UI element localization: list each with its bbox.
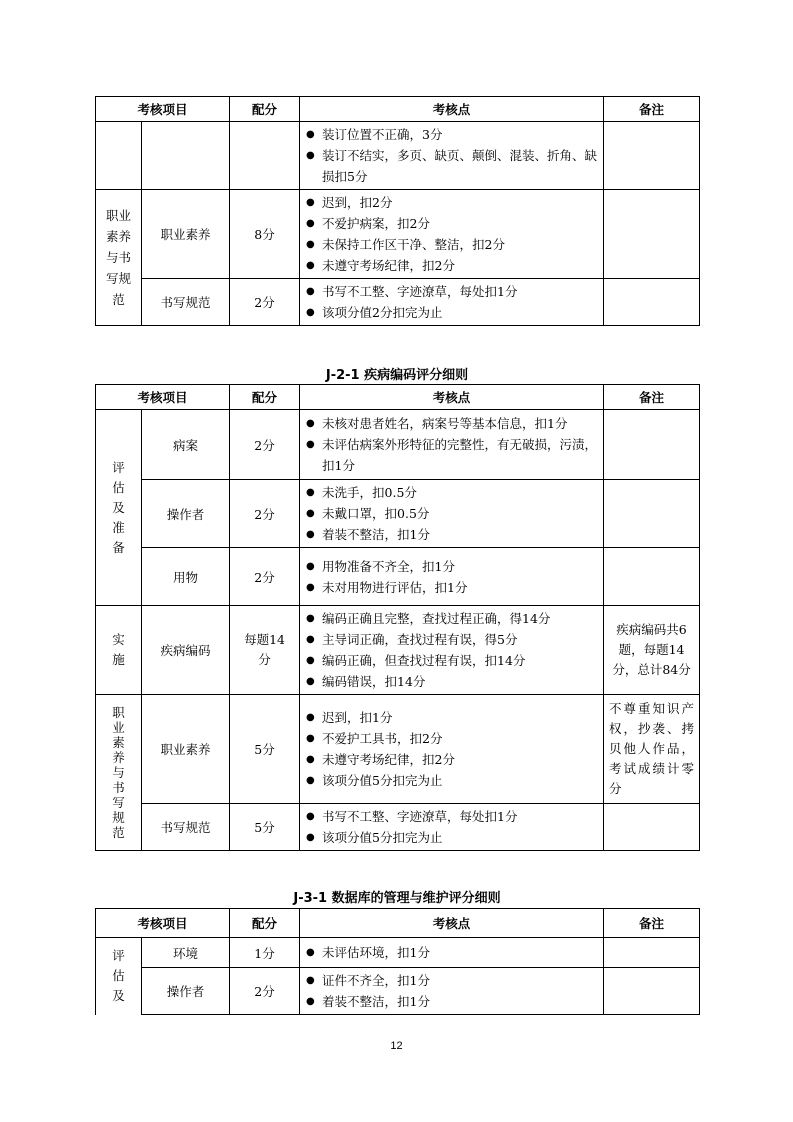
sub-item: 疾病编码 <box>142 606 230 695</box>
points-cell <box>300 606 604 695</box>
score: 5分 <box>230 695 300 804</box>
points-cell <box>300 480 604 548</box>
list-item: ● 着装不整洁，扣1分 <box>306 524 597 545</box>
sub-item: 用物 <box>142 548 230 606</box>
list-item: ● 迟到，扣1分 <box>306 707 597 728</box>
list-item: ● 迟到，扣2分 <box>306 192 597 213</box>
header-point: 考核点 <box>300 97 604 122</box>
score: 2分 <box>230 480 300 548</box>
score: 1分 <box>230 938 300 968</box>
list-item: ● 主导词正确，查找过程有误，得5分 <box>306 629 597 650</box>
header-note: 备注 <box>604 97 700 122</box>
header-item: 考核项目 <box>96 97 230 122</box>
header-score: 配分 <box>230 97 300 122</box>
score: 2分 <box>230 548 300 606</box>
sub-item: 操作者 <box>142 968 230 1015</box>
header-item: 考核项目 <box>96 385 230 410</box>
list-item: ● 该项分值2分扣完为止 <box>306 302 597 323</box>
list-item: ● 未戴口罩，扣0.5分 <box>306 503 597 524</box>
list-item: ● 证件不齐全，扣1分 <box>306 970 597 991</box>
points-cell <box>300 695 604 804</box>
score: 2分 <box>230 410 300 480</box>
list-item: ● 用物准备不齐全，扣1分 <box>306 556 597 577</box>
group-text: 评估及准备 <box>112 459 125 555</box>
score: 2分 <box>230 279 300 326</box>
points-cell <box>300 122 604 190</box>
table-3 <box>95 908 700 1015</box>
sub-item: 操作者 <box>142 480 230 548</box>
score: 5分 <box>230 804 300 851</box>
list-item: ● 不爱护工具书，扣2分 <box>306 728 597 749</box>
sub-item: 职业素养 <box>142 190 230 279</box>
list-item: ● 书写不工整、字迹潦草，每处扣1分 <box>306 806 597 827</box>
sub-item: 职业素养 <box>142 695 230 804</box>
list-item: ● 未对用物进行评估，扣1分 <box>306 577 597 598</box>
sub-item: 病案 <box>142 410 230 480</box>
header-score: 配分 <box>230 385 300 410</box>
table-2 <box>95 384 700 851</box>
points-cell <box>300 548 604 606</box>
group-text: 实施 <box>112 632 125 667</box>
table-1 <box>95 96 700 326</box>
list-item: ● 该项分值5分扣完为止 <box>306 827 597 848</box>
header-point: 考核点 <box>300 385 604 410</box>
list-item: ● 未保持工作区干净、整洁，扣2分 <box>306 234 597 255</box>
group-text: 职业素养与书写规范 <box>105 208 131 307</box>
points-cell <box>300 938 604 968</box>
score-text: 每题14分 <box>244 632 285 667</box>
group-label <box>96 190 142 326</box>
list-item: ● 未遵守考场纪律，扣2分 <box>306 255 597 276</box>
note-cell: 不尊重知识产权，抄袭、拷贝他人作品，考试成绩计零分 <box>604 695 700 804</box>
points-cell <box>300 279 604 326</box>
group-text: 职业素养与书写规范 <box>112 705 125 840</box>
score: 8分 <box>230 190 300 279</box>
header-point: 考核点 <box>300 909 604 938</box>
score <box>230 606 300 695</box>
table-3-title: J-3-1 数据库的管理与维护评分细则 <box>293 891 501 906</box>
header-note: 备注 <box>604 385 700 410</box>
group-label <box>96 606 142 695</box>
table-2-title: J-2-1 疾病编码评分细则 <box>325 368 469 383</box>
page-number: 12 <box>390 1040 403 1052</box>
list-item: ● 编码错误，扣14分 <box>306 671 597 692</box>
list-item: ● 装订位置不正确，3分 <box>306 124 597 145</box>
list-item: ● 未核对患者姓名，病案号等基本信息，扣1分 <box>306 413 597 434</box>
group-label <box>96 695 142 851</box>
header-item: 考核项目 <box>96 909 230 938</box>
list-item: ● 未洗手，扣0.5分 <box>306 482 597 503</box>
list-item: ● 装订不结实，多页、缺页、颠倒、混装、折角、缺损扣5分 <box>306 145 597 187</box>
group-label <box>96 410 142 606</box>
points-cell <box>300 410 604 480</box>
list-item: ● 该项分值5分扣完为止 <box>306 770 597 791</box>
points-cell <box>300 804 604 851</box>
sub-item: 书写规范 <box>142 804 230 851</box>
list-item: ● 未评估病案外形特征的完整性，有无破损，污渍，扣1分 <box>306 434 597 476</box>
list-item: ● 未遵守考场纪律，扣2分 <box>306 749 597 770</box>
header-note: 备注 <box>604 909 700 938</box>
list-item: ● 未评估环境，扣1分 <box>306 942 597 963</box>
list-item: ● 编码正确，但查找过程有误，扣14分 <box>306 650 597 671</box>
header-score: 配分 <box>230 909 300 938</box>
score: 2分 <box>230 968 300 1015</box>
list-item: ● 着装不整洁，扣1分 <box>306 991 597 1012</box>
list-item: ● 编码正确且完整，查找过程正确，得14分 <box>306 608 597 629</box>
note-cell: 疾病编码共6题，每题14分，总计84分 <box>604 606 700 695</box>
group-label <box>96 938 142 1015</box>
sub-item: 书写规范 <box>142 279 230 326</box>
list-item: ● 不爱护病案，扣2分 <box>306 213 597 234</box>
group-text: 评估及 <box>112 948 125 1004</box>
list-item: ● 书写不工整、字迹潦草，每处扣1分 <box>306 281 597 302</box>
sub-item: 环境 <box>142 938 230 968</box>
points-cell <box>300 190 604 279</box>
points-cell <box>300 968 604 1015</box>
